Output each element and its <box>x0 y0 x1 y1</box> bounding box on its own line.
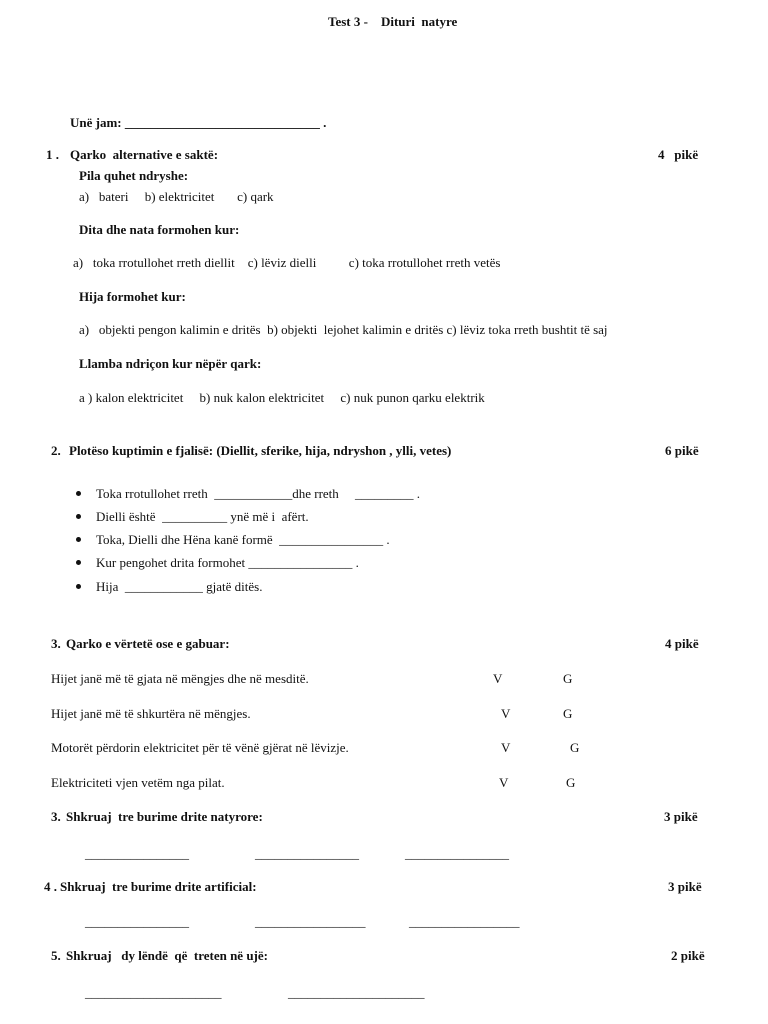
q2-points: 6 pikë <box>665 443 699 458</box>
q1-title: Qarko alternative e saktë: <box>70 147 219 162</box>
q4-points: 3 pikë <box>664 809 698 824</box>
q5-number: 4 . <box>44 879 57 894</box>
q5-points: 3 pikë <box>668 879 702 894</box>
q3-statement: Elektriciteti vjen vetëm nga pilat. <box>51 775 225 790</box>
q1-item-prompt: Llamba ndriçon kur nëpër qark: <box>79 356 262 371</box>
q6-title: Shkruaj dy lëndë që treten në ujë: <box>66 948 268 963</box>
q3-true-option[interactable]: V <box>499 775 509 790</box>
q2-bullet-item[interactable]: Hija ____________ gjatë ditës. <box>96 579 263 594</box>
q1-item-options[interactable]: a) bateri b) elektricitet c) qark <box>79 189 274 204</box>
q1-item-options[interactable]: a) objekti pengon kalimin e dritës b) objekti lejohet kalimin e dritës c) lëviz toka rreth bushtit të saj <box>79 322 608 337</box>
bullet-icon <box>76 537 81 542</box>
q2-bullet-item[interactable]: Toka, Dielli dhe Hëna kanë formë ________________ . <box>96 532 390 547</box>
q6-points: 2 pikë <box>671 948 705 963</box>
q2-bullet-item[interactable]: Toka rrotullohet rreth ____________dhe rreth _________ . <box>96 486 421 501</box>
q4-number: 3. <box>51 809 61 824</box>
answer-blank[interactable]: _____________________ <box>288 985 425 1000</box>
q3-false-option[interactable]: G <box>566 775 576 790</box>
q4-title: Shkruaj tre burime drite natyrore: <box>66 809 263 824</box>
bullet-icon <box>76 491 81 496</box>
q3-false-option[interactable]: G <box>570 740 580 755</box>
q1-item-prompt: Hija formohet kur: <box>79 289 186 304</box>
bullet-icon <box>76 514 81 519</box>
q3-title: Qarko e vërtetë ose e gabuar: <box>66 636 230 651</box>
answer-blank[interactable]: ________________ <box>85 914 189 929</box>
answer-blank[interactable]: ________________ <box>405 846 509 861</box>
q1-points: 4 pikë <box>658 147 699 162</box>
answer-blank[interactable]: _________________ <box>409 914 520 929</box>
q1-item-options[interactable]: a) toka rrotullohet rreth diellit c) lëviz dielli c) toka rrotullohet rreth vetës <box>73 255 501 270</box>
q2-bullet-item[interactable]: Dielli është __________ ynë më i afërt. <box>96 509 309 524</box>
q5-title: Shkruaj tre burime drite artificial: <box>60 879 257 894</box>
answer-blank[interactable]: _________________ <box>255 914 366 929</box>
bullet-icon <box>76 584 81 589</box>
q3-true-option[interactable]: V <box>501 740 511 755</box>
page-title: Test 3 - Dituri natyre <box>328 14 458 29</box>
q3-statement: Motorët përdorin elektricitet për të vënë gjërat në lëvizje. <box>51 740 349 755</box>
name-field-line[interactable]: Unë jam: ______________________________ . <box>70 115 327 130</box>
q3-true-option[interactable]: V <box>493 671 503 686</box>
q3-false-option[interactable]: G <box>563 706 573 721</box>
q3-false-option[interactable]: G <box>563 671 573 686</box>
q3-statement: Hijet janë më të gjata në mëngjes dhe në mesditë. <box>51 671 309 686</box>
q6-number: 5. <box>51 948 61 963</box>
q3-number: 3. <box>51 636 61 651</box>
bullet-icon <box>76 560 81 565</box>
q2-bullet-item[interactable]: Kur pengohet drita formohet ________________ . <box>96 555 359 570</box>
answer-blank[interactable]: ________________ <box>85 846 189 861</box>
answer-blank[interactable]: _____________________ <box>85 985 222 1000</box>
q1-item-prompt: Pila quhet ndryshe: <box>79 168 189 183</box>
q2-title: Plotëso kuptimin e fjalisë: (Diellit, sferike, hija, ndryshon , ylli, vetes) <box>69 443 452 458</box>
q3-true-option[interactable]: V <box>501 706 511 721</box>
q2-number: 2. <box>51 443 61 458</box>
q3-statement: Hijet janë më të shkurtëra në mëngjes. <box>51 706 251 721</box>
q3-points: 4 pikë <box>665 636 699 651</box>
q1-item-options[interactable]: a ) kalon elektricitet b) nuk kalon elektricitet c) nuk punon qarku elektrik <box>79 390 485 405</box>
q1-item-prompt: Dita dhe nata formohen kur: <box>79 222 240 237</box>
q1-number: 1 . <box>46 147 59 162</box>
answer-blank[interactable]: ________________ <box>255 846 359 861</box>
